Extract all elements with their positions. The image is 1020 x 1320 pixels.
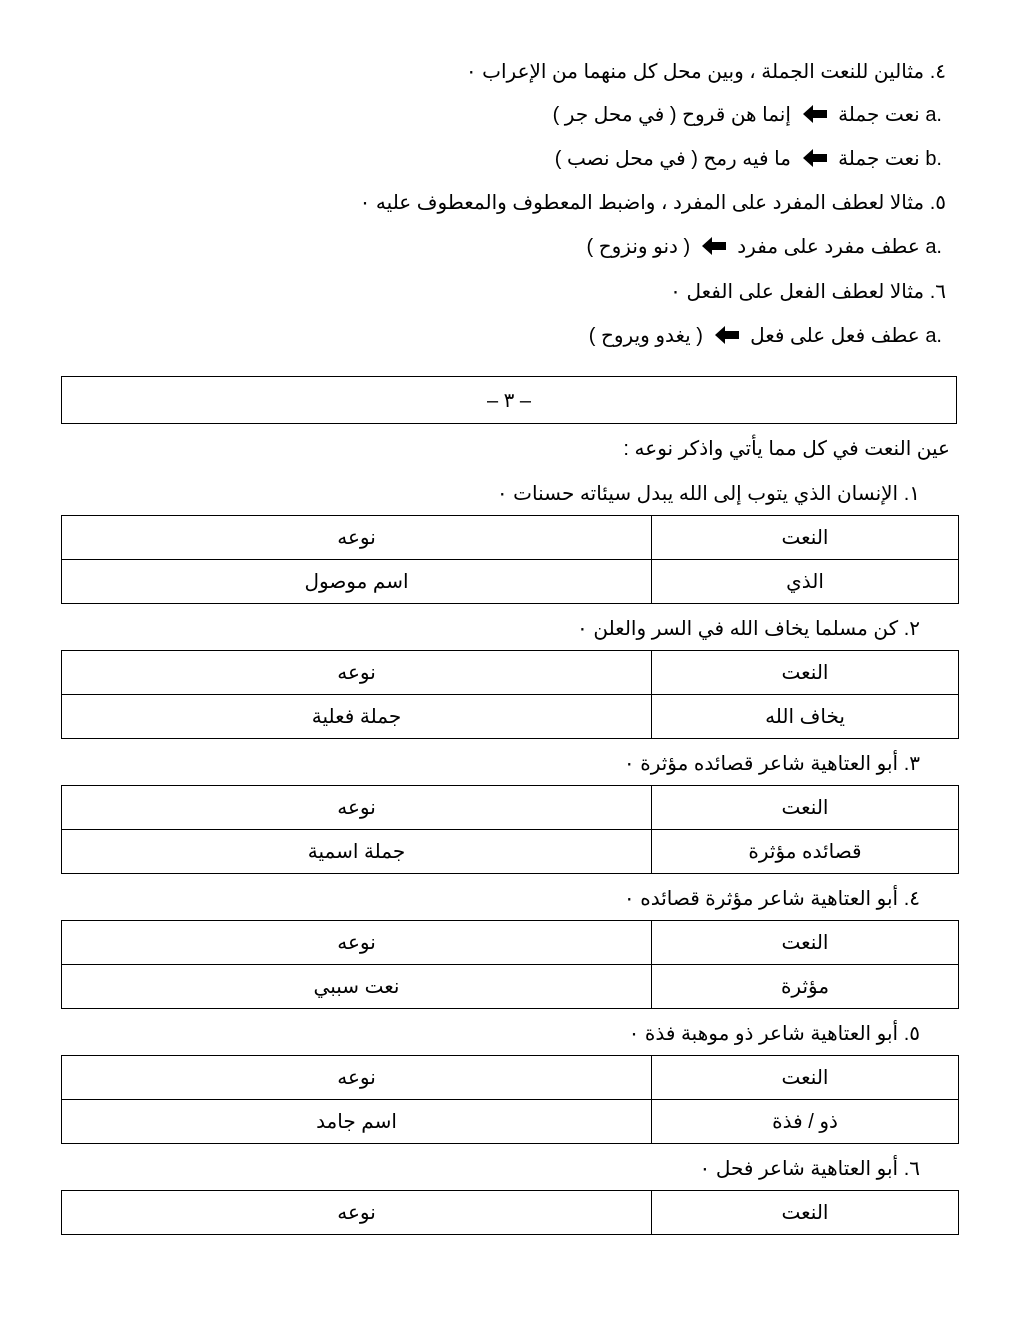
exercise-text: أبو العتاهية شاعر قصائده مؤثرة ٠ bbox=[623, 753, 899, 775]
sub-item-marker: a. bbox=[925, 236, 942, 258]
header-type: نوعه bbox=[62, 921, 652, 965]
exercise-table bbox=[61, 785, 959, 874]
cell-naat: يخاف الله bbox=[652, 695, 959, 739]
sub-item-a bbox=[553, 101, 942, 129]
sub-item-left: عطف مفرد على مفرد bbox=[737, 236, 920, 258]
cell-naat: ذو / فذة bbox=[652, 1100, 959, 1144]
exercise-sentence bbox=[629, 1020, 920, 1048]
exercise-text: الإنسان الذي يتوب إلى الله يبدل سيئاته حسنات ٠ bbox=[496, 483, 899, 505]
header-naat: النعت bbox=[652, 786, 959, 830]
instruction: عين النعت في كل مما يأتي واذكر نوعه : bbox=[623, 438, 950, 460]
left-arrow-icon bbox=[715, 326, 739, 344]
item-text: مثالين للنعت الجملة ، وبين محل كل منهما من الإعراب ٠ bbox=[465, 61, 925, 83]
table-header-row bbox=[62, 921, 959, 965]
cell-type: جملة فعلية bbox=[62, 695, 652, 739]
exercise-sentence bbox=[497, 480, 920, 508]
sub-item-left: عطف فعل على فعل bbox=[750, 325, 920, 347]
exercise-number: ٥. bbox=[903, 1023, 920, 1045]
item-number: ٥. bbox=[929, 192, 946, 214]
cell-type: اسم موصول bbox=[62, 560, 652, 604]
cell-type: اسم جامد bbox=[62, 1100, 652, 1144]
left-arrow-icon bbox=[803, 149, 827, 167]
exercise-sentence bbox=[577, 615, 920, 643]
sub-item-marker: b. bbox=[925, 148, 942, 170]
item-number: ٦. bbox=[929, 281, 946, 303]
left-arrow-icon bbox=[803, 105, 827, 123]
exercise-text: أبو العتاهية شاعر مؤثرة قصائده ٠ bbox=[623, 888, 899, 910]
exercise-text: كن مسلما يخاف الله في السر والعلن ٠ bbox=[577, 618, 899, 640]
item-6 bbox=[670, 278, 946, 306]
exercise-table bbox=[61, 920, 959, 1009]
header-type: نوعه bbox=[62, 516, 652, 560]
table-row bbox=[62, 560, 959, 604]
exercise-text: أبو العتاهية شاعر فحل ٠ bbox=[699, 1158, 899, 1180]
sub-item-right: ( دنو ونزوح ) bbox=[586, 236, 691, 258]
exercise-table bbox=[61, 1055, 959, 1144]
header-naat: النعت bbox=[652, 1056, 959, 1100]
exercise-sentence bbox=[700, 1155, 920, 1183]
header-naat: النعت bbox=[652, 1191, 959, 1235]
header-naat: النعت bbox=[652, 651, 959, 695]
exercise-table bbox=[61, 650, 959, 739]
exercise-number: ١. bbox=[903, 483, 920, 505]
exercise-sentence bbox=[624, 885, 920, 913]
sub-item-a bbox=[589, 322, 942, 350]
exercise-text: أبو العتاهية شاعر ذو موهبة فذة ٠ bbox=[628, 1023, 899, 1045]
item-5 bbox=[360, 189, 946, 217]
exercise-sentence bbox=[624, 750, 920, 778]
header-type: نوعه bbox=[62, 651, 652, 695]
left-arrow-icon bbox=[702, 237, 726, 255]
section-header-box bbox=[61, 376, 957, 424]
sub-item-b bbox=[555, 145, 942, 173]
cell-type: جملة اسمية bbox=[62, 830, 652, 874]
exercise-number: ٢. bbox=[903, 618, 920, 640]
sub-item-marker: a. bbox=[925, 104, 942, 126]
table-header-row bbox=[62, 1056, 959, 1100]
exercise-number: ٣. bbox=[903, 753, 920, 775]
table-row bbox=[62, 1100, 959, 1144]
table-row bbox=[62, 830, 959, 874]
sub-item-right: ( يغدو ويروح ) bbox=[588, 325, 703, 347]
sub-item-left: نعت جملة bbox=[838, 148, 920, 170]
sub-item-right: إنما هن قروح ( في محل جر ) bbox=[552, 104, 791, 126]
table-row bbox=[62, 695, 959, 739]
table-row bbox=[62, 965, 959, 1009]
header-naat: النعت bbox=[652, 921, 959, 965]
sub-item-a bbox=[587, 233, 942, 261]
cell-naat: الذي bbox=[652, 560, 959, 604]
exercise-table bbox=[61, 515, 959, 604]
header-type: نوعه bbox=[62, 786, 652, 830]
table-header-row bbox=[62, 1191, 959, 1235]
item-text: مثالا لعطف الفعل على الفعل ٠ bbox=[670, 281, 925, 303]
table-header-row bbox=[62, 516, 959, 560]
item-4 bbox=[466, 58, 946, 86]
sub-item-marker: a. bbox=[925, 325, 942, 347]
item-text: مثالا لعطف المفرد على المفرد ، واضبط المعطوف والمعطوف عليه ٠ bbox=[359, 192, 925, 214]
sub-item-left: نعت جملة bbox=[838, 104, 920, 126]
cell-type: نعت سببي bbox=[62, 965, 652, 1009]
table-header-row bbox=[62, 786, 959, 830]
section-label: – ٣ – bbox=[486, 389, 532, 412]
item-number: ٤. bbox=[929, 61, 946, 83]
table-header-row bbox=[62, 651, 959, 695]
exercise-table bbox=[61, 1190, 959, 1235]
header-type: نوعه bbox=[62, 1191, 652, 1235]
header-type: نوعه bbox=[62, 1056, 652, 1100]
exercise-number: ٤. bbox=[903, 888, 920, 910]
exercise-number: ٦. bbox=[903, 1158, 920, 1180]
header-naat: النعت bbox=[652, 516, 959, 560]
sub-item-right: ما فيه رمح ( في محل نصب ) bbox=[554, 148, 791, 170]
cell-naat: قصائده مؤثرة bbox=[652, 830, 959, 874]
cell-naat: مؤثرة bbox=[652, 965, 959, 1009]
